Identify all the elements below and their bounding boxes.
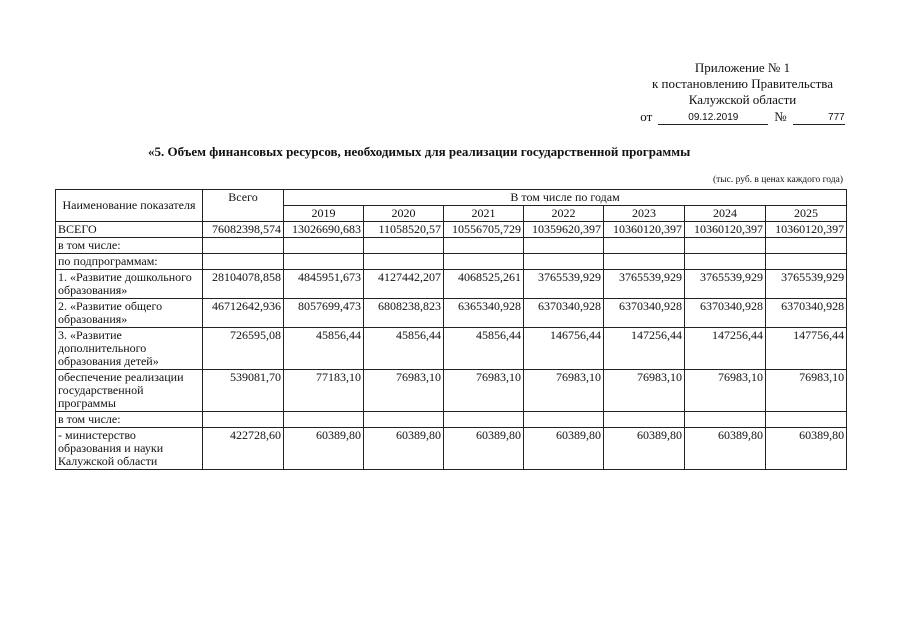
year-value — [284, 254, 364, 270]
year-value — [364, 238, 444, 254]
row-total: 76082398,574 — [203, 222, 284, 238]
year-value: 6370340,928 — [604, 299, 685, 328]
appendix-resolution: к постановлению Правительства — [651, 76, 834, 91]
row-total — [203, 238, 284, 254]
row-total: 28104078,858 — [203, 270, 284, 299]
year-value: 10360120,397 — [766, 222, 847, 238]
resolution-date: 09.12.2019 — [658, 112, 768, 125]
year-value: 76983,10 — [364, 370, 444, 412]
year-value — [604, 412, 685, 428]
year-value — [766, 238, 847, 254]
row-total — [203, 412, 284, 428]
year-value: 3765539,929 — [685, 270, 766, 299]
year-value — [685, 412, 766, 428]
year-value: 76983,10 — [604, 370, 685, 412]
header-year: 2024 — [685, 206, 766, 222]
from-label: от — [640, 109, 653, 124]
year-value — [284, 412, 364, 428]
year-value: 6370340,928 — [524, 299, 604, 328]
year-value: 76983,10 — [685, 370, 766, 412]
year-value: 147256,44 — [685, 328, 766, 370]
row-label: по подпрограммам: — [56, 254, 203, 270]
row-total — [203, 254, 284, 270]
header-year: 2022 — [524, 206, 604, 222]
appendix-region: Калужской области — [688, 92, 797, 107]
header-years-group: В том числе по годам — [284, 190, 847, 206]
year-value — [364, 254, 444, 270]
header-year: 2019 — [284, 206, 364, 222]
year-value: 60389,80 — [685, 428, 766, 470]
year-value — [364, 412, 444, 428]
year-value: 147256,44 — [604, 328, 685, 370]
row-total: 422728,60 — [203, 428, 284, 470]
table-row — [56, 428, 847, 470]
row-label: - министерство образования и науки Калужской области — [56, 428, 203, 470]
row-label: 1. «Развитие дошкольного образования» — [56, 270, 203, 299]
resolution-date-number — [630, 109, 855, 125]
resolution-number: 777 — [793, 112, 845, 125]
year-value: 60389,80 — [604, 428, 685, 470]
year-value: 3765539,929 — [766, 270, 847, 299]
units-note: (тыс. руб. в ценах каждого года) — [712, 175, 843, 185]
year-value: 76983,10 — [766, 370, 847, 412]
header-total: Всего — [203, 190, 284, 222]
year-value: 8057699,473 — [284, 299, 364, 328]
year-value: 60389,80 — [364, 428, 444, 470]
row-label: в том числе: — [56, 412, 203, 428]
row-total: 539081,70 — [203, 370, 284, 412]
year-value — [766, 254, 847, 270]
table-row — [56, 238, 847, 254]
year-value: 76983,10 — [524, 370, 604, 412]
year-value: 45856,44 — [364, 328, 444, 370]
row-label: обеспечение реализации государственной программы — [56, 370, 203, 412]
table-row — [56, 299, 847, 328]
row-label: 3. «Развитие дополнительного образования детей» — [56, 328, 203, 370]
year-value — [444, 412, 524, 428]
year-value — [685, 238, 766, 254]
header-year: 2020 — [364, 206, 444, 222]
row-label: 2. «Развитие общего образования» — [56, 299, 203, 328]
year-value: 60389,80 — [766, 428, 847, 470]
year-value: 4068525,261 — [444, 270, 524, 299]
year-value: 6365340,928 — [444, 299, 524, 328]
year-value — [766, 412, 847, 428]
row-total: 46712642,936 — [203, 299, 284, 328]
header-year: 2025 — [766, 206, 847, 222]
table-row — [56, 222, 847, 238]
appendix-block — [630, 60, 855, 125]
financial-resources-table — [55, 189, 847, 470]
year-value — [604, 254, 685, 270]
table-row — [56, 412, 847, 428]
year-value — [444, 238, 524, 254]
row-total: 726595,08 — [203, 328, 284, 370]
year-value — [284, 238, 364, 254]
year-value: 60389,80 — [444, 428, 524, 470]
year-value: 77183,10 — [284, 370, 364, 412]
header-year: 2023 — [604, 206, 685, 222]
header-year: 2021 — [444, 206, 524, 222]
table-row — [56, 328, 847, 370]
year-value: 76983,10 — [444, 370, 524, 412]
table-row — [56, 254, 847, 270]
year-value: 60389,80 — [524, 428, 604, 470]
year-value — [444, 254, 524, 270]
year-value: 3765539,929 — [604, 270, 685, 299]
year-value: 4127442,207 — [364, 270, 444, 299]
year-value — [685, 254, 766, 270]
year-value: 6370340,928 — [766, 299, 847, 328]
year-value — [604, 238, 685, 254]
section-heading: «5. Объем финансовых ресурсов, необходимых для реализации государственной программы — [148, 144, 691, 159]
year-value: 45856,44 — [284, 328, 364, 370]
row-label: ВСЕГО — [56, 222, 203, 238]
year-value: 45856,44 — [444, 328, 524, 370]
year-value: 11058520,57 — [364, 222, 444, 238]
year-value: 6808238,823 — [364, 299, 444, 328]
year-value: 146756,44 — [524, 328, 604, 370]
year-value: 10359620,397 — [524, 222, 604, 238]
year-value: 6370340,928 — [685, 299, 766, 328]
year-value: 3765539,929 — [524, 270, 604, 299]
year-value: 10360120,397 — [604, 222, 685, 238]
appendix-title: Приложение № 1 — [694, 60, 791, 75]
year-value: 13026690,683 — [284, 222, 364, 238]
year-value: 10556705,729 — [444, 222, 524, 238]
year-value — [524, 412, 604, 428]
number-label: № — [774, 109, 787, 124]
row-label: в том числе: — [56, 238, 203, 254]
table-body — [56, 222, 847, 470]
table-row — [56, 370, 847, 412]
year-value — [524, 254, 604, 270]
year-value — [524, 238, 604, 254]
header-name: Наименование показателя — [56, 190, 203, 222]
year-value: 60389,80 — [284, 428, 364, 470]
year-value: 147756,44 — [766, 328, 847, 370]
table-row — [56, 270, 847, 299]
year-value: 10360120,397 — [685, 222, 766, 238]
year-value: 4845951,673 — [284, 270, 364, 299]
